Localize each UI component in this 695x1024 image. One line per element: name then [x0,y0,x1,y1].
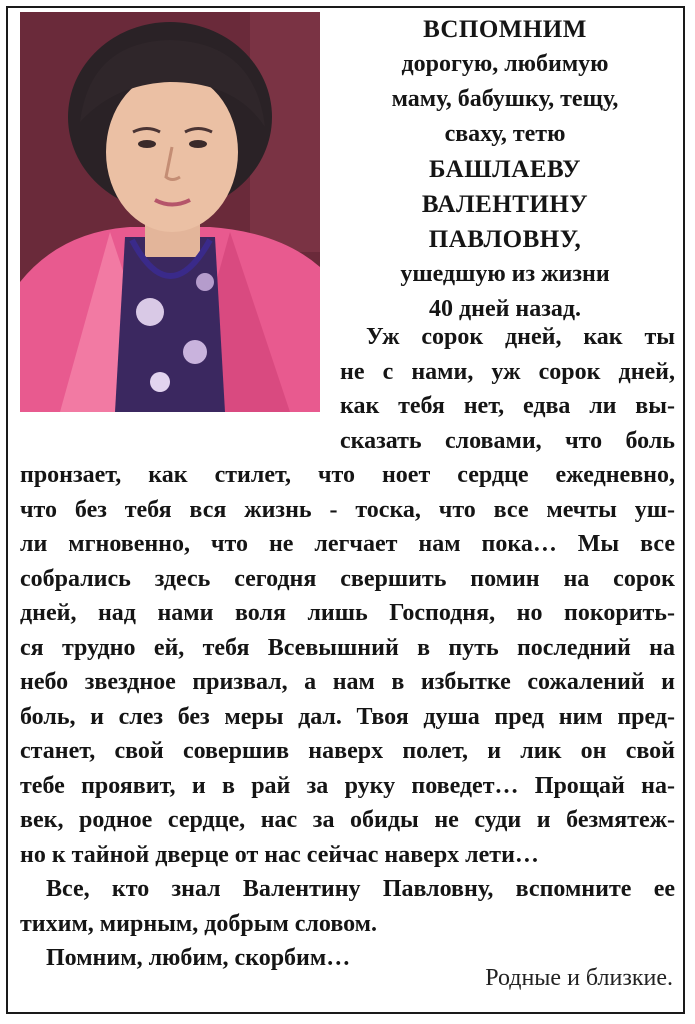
remember-line: тихим, мирным, добрым словом. [20,910,378,937]
heading-line: сваху, тетю [444,121,566,147]
poem-line: Уж сорок дней, как ты [366,324,675,350]
poem-line: как тебя нет, едва ли вы- [340,393,675,419]
signature: Родные и близкие. [485,965,673,991]
poem-line: небо звездное призвал, а нам в избытке сожалений и [20,669,675,695]
poem-line: тебе проявит, и в рай за руку поведет… Прощай на- [20,772,675,799]
heading-after-line: ушедшую из жизни [400,261,610,287]
closing-line: Помним, любим, скорбим… [46,945,351,971]
heading-line: дорогую, любимую [401,51,609,77]
poem-line: станет, свой совершив наверх полет, и лик он свой [20,738,675,764]
poem-line: ли мгновенно, что не легчает нам пока… Мы все [20,531,675,557]
poem-line: ся трудно ей, тебя Всевышний в путь последний на [20,634,675,661]
heading-name-line: ВАЛЕНТИНУ [421,191,589,218]
heading-title: ВСПОМНИМ [423,16,587,43]
poem-line: сказать словами, что боль [340,427,675,454]
poem-line: век, родное сердце, нас за обиды не суди и безмятеж- [20,807,675,833]
poem-line: боль, и слез без меры дал. Твоя душа пред ним пред- [20,703,675,730]
remember-line: Все, кто знал Валентину Павловну, вспомните ее [46,876,675,902]
heading-line: маму, бабушку, тещу, [391,86,619,112]
poem-line: пронзает, как стилет, что ноет сердце ежедневно, [20,462,675,488]
heading-after-line: 40 дней назад. [428,296,582,322]
heading-name-line: БАШЛАЕВУ [428,156,582,183]
poem-line: но к тайной дверце от нас сейчас наверх лети… [20,841,539,868]
poem-line: что без тебя вся жизнь - тоска, что все мечты уш- [20,496,675,523]
poem-line: не с нами, уж сорок дней, [340,358,675,385]
poem-line: дней, над нами воля лишь Господня, но покорить- [20,600,675,626]
poem-line: собрались здесь сегодня свершить помин на сорок [20,565,675,592]
heading-block [325,12,685,327]
poem-text [20,320,675,976]
heading-name-line: ПАВЛОВНУ, [428,226,582,253]
